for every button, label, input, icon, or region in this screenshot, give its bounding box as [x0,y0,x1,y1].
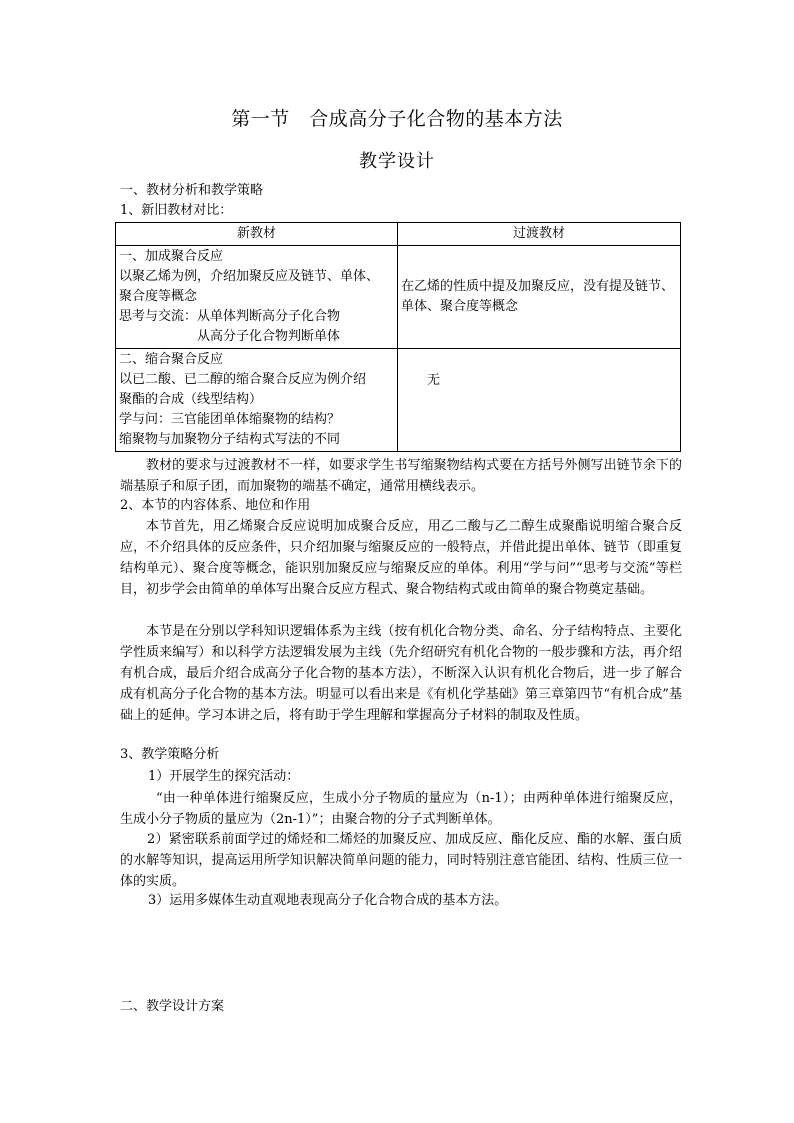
table-header-cell: 过渡教材 [398,223,681,246]
paragraph-content-2: 本节是在分别以学科知识逻辑体系为主线（按有机化合物分类、命名、分子结构特点、主要化学性质来编写）和以科学方法逻辑发展为主线（先介绍研究有机化合物的一般步骤和方法，再介绍有机合成，最后介绍合成高分子化合物的基本方法），不断深入认识有机化合物后，进一步了解合成有机高分子化合物的基本方法。明显可以看出来是《有机化学基础》第三章第四节“有机合成”基础上的延伸。学习本讲之后，将有助于学生理解和掌握高分子材料的制取及性质。 [120,624,682,723]
table-cell-new [116,246,398,349]
strategy-item-1-label: 1）开展学生的探究活动： [148,769,300,784]
strategy-item-1-text: “由一种单体进行缩聚反应，生成小分子物质的量应为（n-1）；由两种单体进行缩聚反应，生成小分子物质的量应为（2n-1）”；由聚合物的分子式判断单体。 [120,791,682,827]
subsection-heading-strategy: 3、教学策略分析 [120,747,220,762]
section-heading-analysis: 一、教材分析和教学策略 [120,183,264,198]
cell-line: 学与问：三官能团单体缩聚物的结构？ [119,412,341,427]
table-row [116,246,681,349]
strategy-item-3: 3）运用多媒体生动直观地表现高分子化合物合成的基本方法。 [148,893,508,908]
cell-line: 缩聚物与加聚物分子结构式写法的不同 [119,432,341,447]
table-cell-old [398,349,681,452]
table-header-row [116,223,681,246]
cell-line: 以聚乙烯为例，介绍加聚反应及链节、单体、 [119,269,380,284]
cell-line: 从高分子化合物判断单体 [119,329,341,344]
subsection-heading-comparison: 1、新旧教材对比： [120,203,233,218]
cell-text: 无 [401,373,441,388]
cell-text: 在乙烯的性质中提及加聚反应，没有提及链节、单体、聚合度等概念 [401,279,675,314]
table-cell-new [116,349,398,452]
cell-line: 聚合度等概念 [119,289,198,304]
comparison-table [115,222,681,452]
document-title: 第一节 合成高分子化合物的基本方法 [231,108,563,130]
cell-line: 聚酯的合成（线型结构） [119,392,263,407]
cell-line: 思考与交流：从单体判断高分子化合物 [119,309,341,324]
table-note: 教材的要求与过渡教材不一样，如要求学生书写缩聚物结构式要在方括号外侧写出链节余下的端基原子和原子团，而加聚物的端基不确定，通常用横线表示。 [120,458,682,494]
table-header-cell: 新教材 [116,223,398,246]
strategy-item-2: 2）紧密联系前面学过的烯烃和二烯烃的加聚反应、加成反应、酯化反应、酯的水解、蛋白质的水解等知识，提高运用所学知识解决简单问题的能力，同时特别注意官能团、结构、性质三位一体的实质。 [120,832,682,889]
subsection-heading-structure: 2、本节的内容体系、地位和作用 [120,498,311,513]
cell-line: 二、缩合聚合反应 [119,352,224,367]
cell-line: 一、加成聚合反应 [119,249,224,264]
cell-line: 以已二酸、已二醇的缩合聚合反应为例介绍 [119,372,367,387]
table-row [116,349,681,452]
section-heading-design: 二、教学设计方案 [120,999,225,1014]
table-cell-old [398,246,681,349]
paragraph-content-1: 本节首先，用乙烯聚合反应说明加成聚合反应，用乙二酸与乙二醇生成聚酯说明缩合聚合反应，不介绍具体的反应条件，只介绍加聚与缩聚反应的一般特点，并借此提出单体、链节（即重复结构单元）、聚合度等概念，能识别加聚反应与缩聚反应的单体。利用“学与问”“思考与交流”等栏目，初步学会由简单的单体写出聚合反应方程式、聚合物结构式或由简单的聚合物奠定基础。 [120,519,682,597]
document-subtitle: 教学设计 [359,151,435,172]
